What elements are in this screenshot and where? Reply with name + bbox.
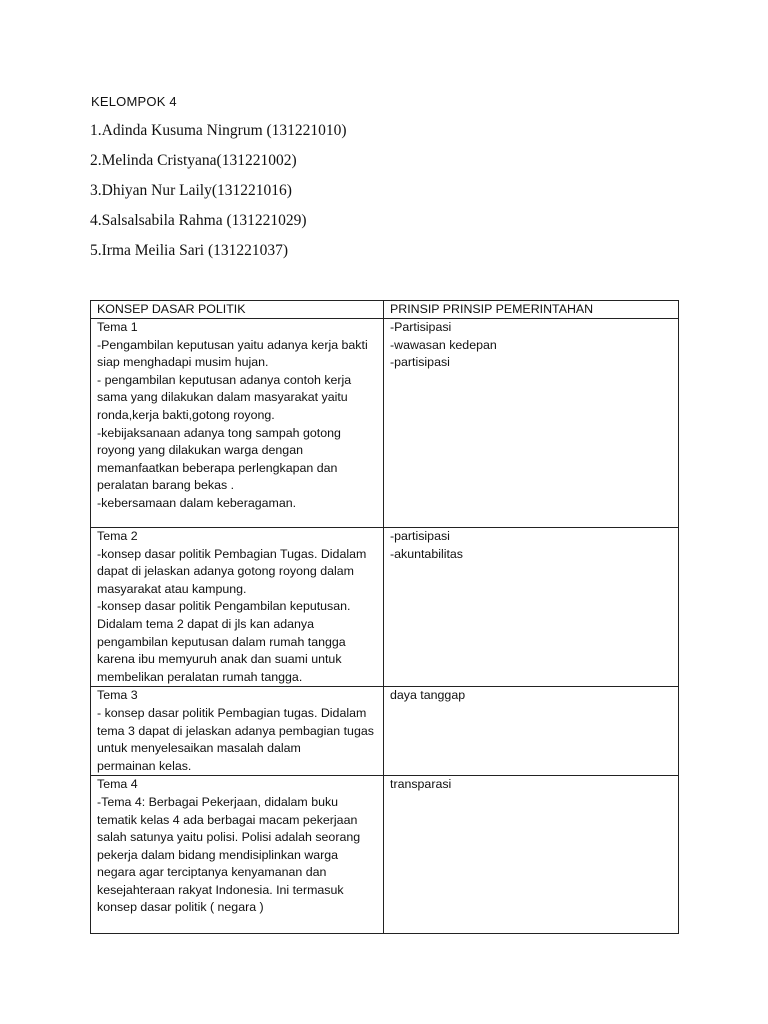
column-header-prinsip: PRINSIP PRINSIP PEMERINTAHAN: [384, 301, 679, 319]
cell-text-line: peralatan barang bekas .: [97, 478, 235, 493]
member-item: 3.Dhiyan Nur Laily(131221016): [90, 182, 292, 199]
prinsip-cell: [384, 319, 679, 528]
cell-text-line: karena ibu memyuruh anak dan suami untuk: [97, 652, 342, 667]
cell-text-line: pekerja dalam bidang mendisiplinkan warga: [97, 847, 339, 862]
cell-text-line: masyarakat atau kampung.: [97, 581, 247, 596]
cell-text-line: ronda,kerja bakti,gotong royong.: [97, 407, 275, 422]
cell-text-line: tematik kelas 4 ada berbagai macam pekerjaan: [97, 812, 358, 827]
prinsip-cell: [384, 776, 679, 934]
cell-text-line: negara agar terciptanya kenyamanan dan: [97, 865, 327, 880]
konsep-cell: [91, 528, 384, 687]
table-row: [91, 319, 679, 528]
member-item: 2.Melinda Cristyana(131221002): [90, 152, 297, 169]
cell-text-line: pengambilan keputusan dalam rumah tangga: [97, 634, 346, 649]
group-heading: KELOMPOK 4: [91, 94, 177, 109]
cell-text-line: -partisipasi: [390, 529, 450, 543]
cell-text-line: -Tema 4: Berbagai Pekerjaan, didalam buku: [97, 794, 339, 809]
cell-text-line: permainan kelas.: [97, 758, 192, 773]
table-row: [91, 687, 679, 776]
cell-text-line: - konsep dasar politik Pembagian tugas. Didalam: [97, 705, 367, 720]
cell-text-line: -kebijaksanaan adanya tong sampah gotong: [97, 425, 341, 440]
cell-text-line: salah satunya yaitu polisi. Polisi adalah seorang: [97, 830, 361, 845]
cell-text-line: siap menghadapi musim hujan.: [97, 355, 269, 370]
column-header-konsep: KONSEP DASAR POLITIK: [91, 301, 384, 319]
konsep-cell: [91, 687, 384, 776]
cell-text-line: -Pengambilan keputusan yaitu adanya kerja bakti: [97, 337, 368, 352]
prinsip-cell: [384, 528, 679, 687]
cell-text-line: royong yang dilakukan warga dengan: [97, 443, 303, 458]
cell-text-line: sama yang dilakukan dalam masyarakat yaitu: [97, 390, 348, 405]
table-header-row: [91, 301, 679, 319]
cell-text-line: -partisipasi: [390, 355, 450, 370]
prinsip-cell: [384, 687, 679, 776]
table-row: [91, 528, 679, 687]
cell-text-line: Tema 4: [97, 777, 138, 792]
cell-text-line: kesejahteraan rakyat Indonesia. Ini termasuk: [97, 882, 344, 897]
cell-text-line: tema 3 dapat di jelaskan adanya pembagian tugas: [97, 723, 374, 738]
cell-text-line: -akuntabilitas: [390, 546, 464, 561]
cell-text-line: Tema 3: [97, 688, 138, 703]
cell-text-line: Tema 1: [97, 320, 138, 334]
cell-text-line: untuk menyelesaikan masalah dalam: [97, 741, 301, 756]
cell-text-line: membelikan peralatan rumah tangga.: [97, 669, 303, 684]
cell-text-line: transparasi: [390, 777, 452, 792]
konsep-cell: [91, 319, 384, 528]
cell-text-line: memanfaatkan beberapa perlengkapan dan: [97, 460, 338, 475]
konsep-cell: [91, 776, 384, 934]
member-item: 4.Salsalsabila Rahma (131221029): [90, 212, 307, 229]
cell-text-line: -konsep dasar politik Pengambilan keputusan.: [97, 599, 351, 614]
cell-text-line: konsep dasar politik ( negara ): [97, 900, 264, 915]
member-list: [90, 121, 347, 271]
cell-text-line: dapat di jelaskan adanya gotong royong dalam: [97, 564, 354, 579]
politics-table: [90, 300, 679, 934]
member-item: 1.Adinda Kusuma Ningrum (131221010): [90, 122, 347, 139]
cell-text-line: - pengambilan keputusan adanya contoh kerja: [97, 372, 352, 387]
cell-text-line: -wawasan kedepan: [390, 337, 497, 352]
cell-text-line: Tema 2: [97, 529, 138, 543]
cell-text-line: daya tanggap: [390, 688, 466, 703]
table-row: [91, 776, 679, 934]
member-item: 5.Irma Meilia Sari (131221037): [90, 242, 289, 259]
cell-text-line: -Partisipasi: [390, 320, 452, 334]
cell-text-line: -kebersamaan dalam keberagaman.: [97, 495, 297, 510]
cell-text-line: Didalam tema 2 dapat di jls kan adanya: [97, 616, 314, 631]
cell-text-line: -konsep dasar politik Pembagian Tugas. Didalam: [97, 546, 367, 561]
